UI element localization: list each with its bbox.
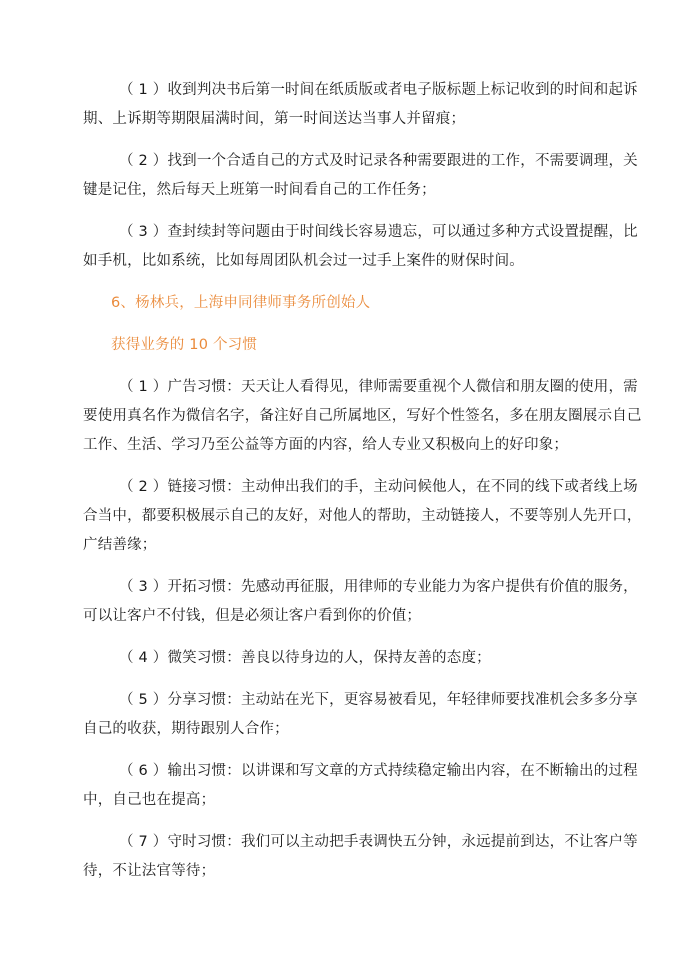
text-line: 自己的收获，期待跟别人合作； [83, 721, 289, 737]
text-line: （ 2 ）找到一个合适自己的方式及时记录各种需要跟进的工作，不需要调理，关 [119, 153, 638, 169]
text-line: 期、上诉期等期限届满时间，第一时间送达当事人并留痕； [83, 111, 466, 127]
text-line: （ 2 ）链接习惯：主动伸出我们的手，主动问候他人，在不同的线下或者线上场 [119, 479, 638, 495]
text-line: 获得业务的 10 个习惯 [111, 337, 258, 353]
body-paragraph [83, 757, 638, 815]
body-paragraph [83, 686, 638, 744]
text-line: （ 4 ）微笑习惯：善良以待身边的人，保持友善的态度； [119, 650, 491, 666]
text-line: 待，不让法官等待； [83, 863, 216, 879]
body-paragraph [83, 218, 638, 276]
text-line: 广结善缘； [83, 537, 157, 553]
text-line: （ 1 ）广告习惯：天天让人看得见，律师需要重视个人微信和朋友圈的使用，需 [119, 379, 638, 395]
section-heading [83, 289, 611, 318]
text-line: （ 3 ）查封续封等问题由于时间线长容易遗忘，可以通过多种方式设置提醒，比 [119, 224, 638, 240]
section-heading [83, 331, 611, 360]
text-line: （ 1 ）收到判决书后第一时间在纸质版或者电子版标题上标记收到的时间和起诉 [119, 82, 638, 98]
text-line: 工作、生活、学习乃至公益等方面的内容，给人专业又积极向上的好印象； [83, 437, 569, 453]
body-paragraph [83, 828, 638, 886]
body-paragraph [83, 644, 611, 673]
text-line: （ 6 ）输出习惯：以讲课和写文章的方式持续稳定输出内容，在不断输出的过程 [119, 763, 638, 779]
text-line: 如手机，比如系统，比如每周团队机会过一过手上案件的财保时间。 [83, 253, 524, 269]
body-paragraph [83, 473, 642, 560]
text-line: （ 3 ）开拓习惯：先感动再征服，用律师的专业能力为客户提供有价值的服务， [119, 579, 638, 595]
text-line: 可以让客户不付钱，但是必须让客户看到你的价值； [83, 608, 422, 624]
text-line: 要使用真名作为微信名字，备注好自己所属地区，写好个性签名，多在朋友圈展示自己 [83, 408, 642, 424]
text-line: （ 7 ）守时习惯：我们可以主动把手表调快五分钟，永远提前到达，不让客户等 [119, 834, 638, 850]
body-paragraph [83, 573, 638, 631]
text-line: 键是记住，然后每天上班第一时间看自己的工作任务； [83, 182, 436, 198]
document-body [83, 76, 642, 886]
text-line: 中，自己也在提高； [83, 792, 216, 808]
text-line: 合当中，都要积极展示自己的友好，对他人的帮助，主动链接人，不要等别人先开口， [83, 508, 642, 524]
body-paragraph [83, 76, 638, 134]
body-paragraph [83, 373, 642, 460]
text-line: 6、杨林兵，上海申同律师事务所创始人 [111, 295, 371, 311]
text-line: （ 5 ）分享习惯：主动站在光下，更容易被看见，年轻律师要找准机会多多分享 [119, 692, 638, 708]
body-paragraph [83, 147, 638, 205]
